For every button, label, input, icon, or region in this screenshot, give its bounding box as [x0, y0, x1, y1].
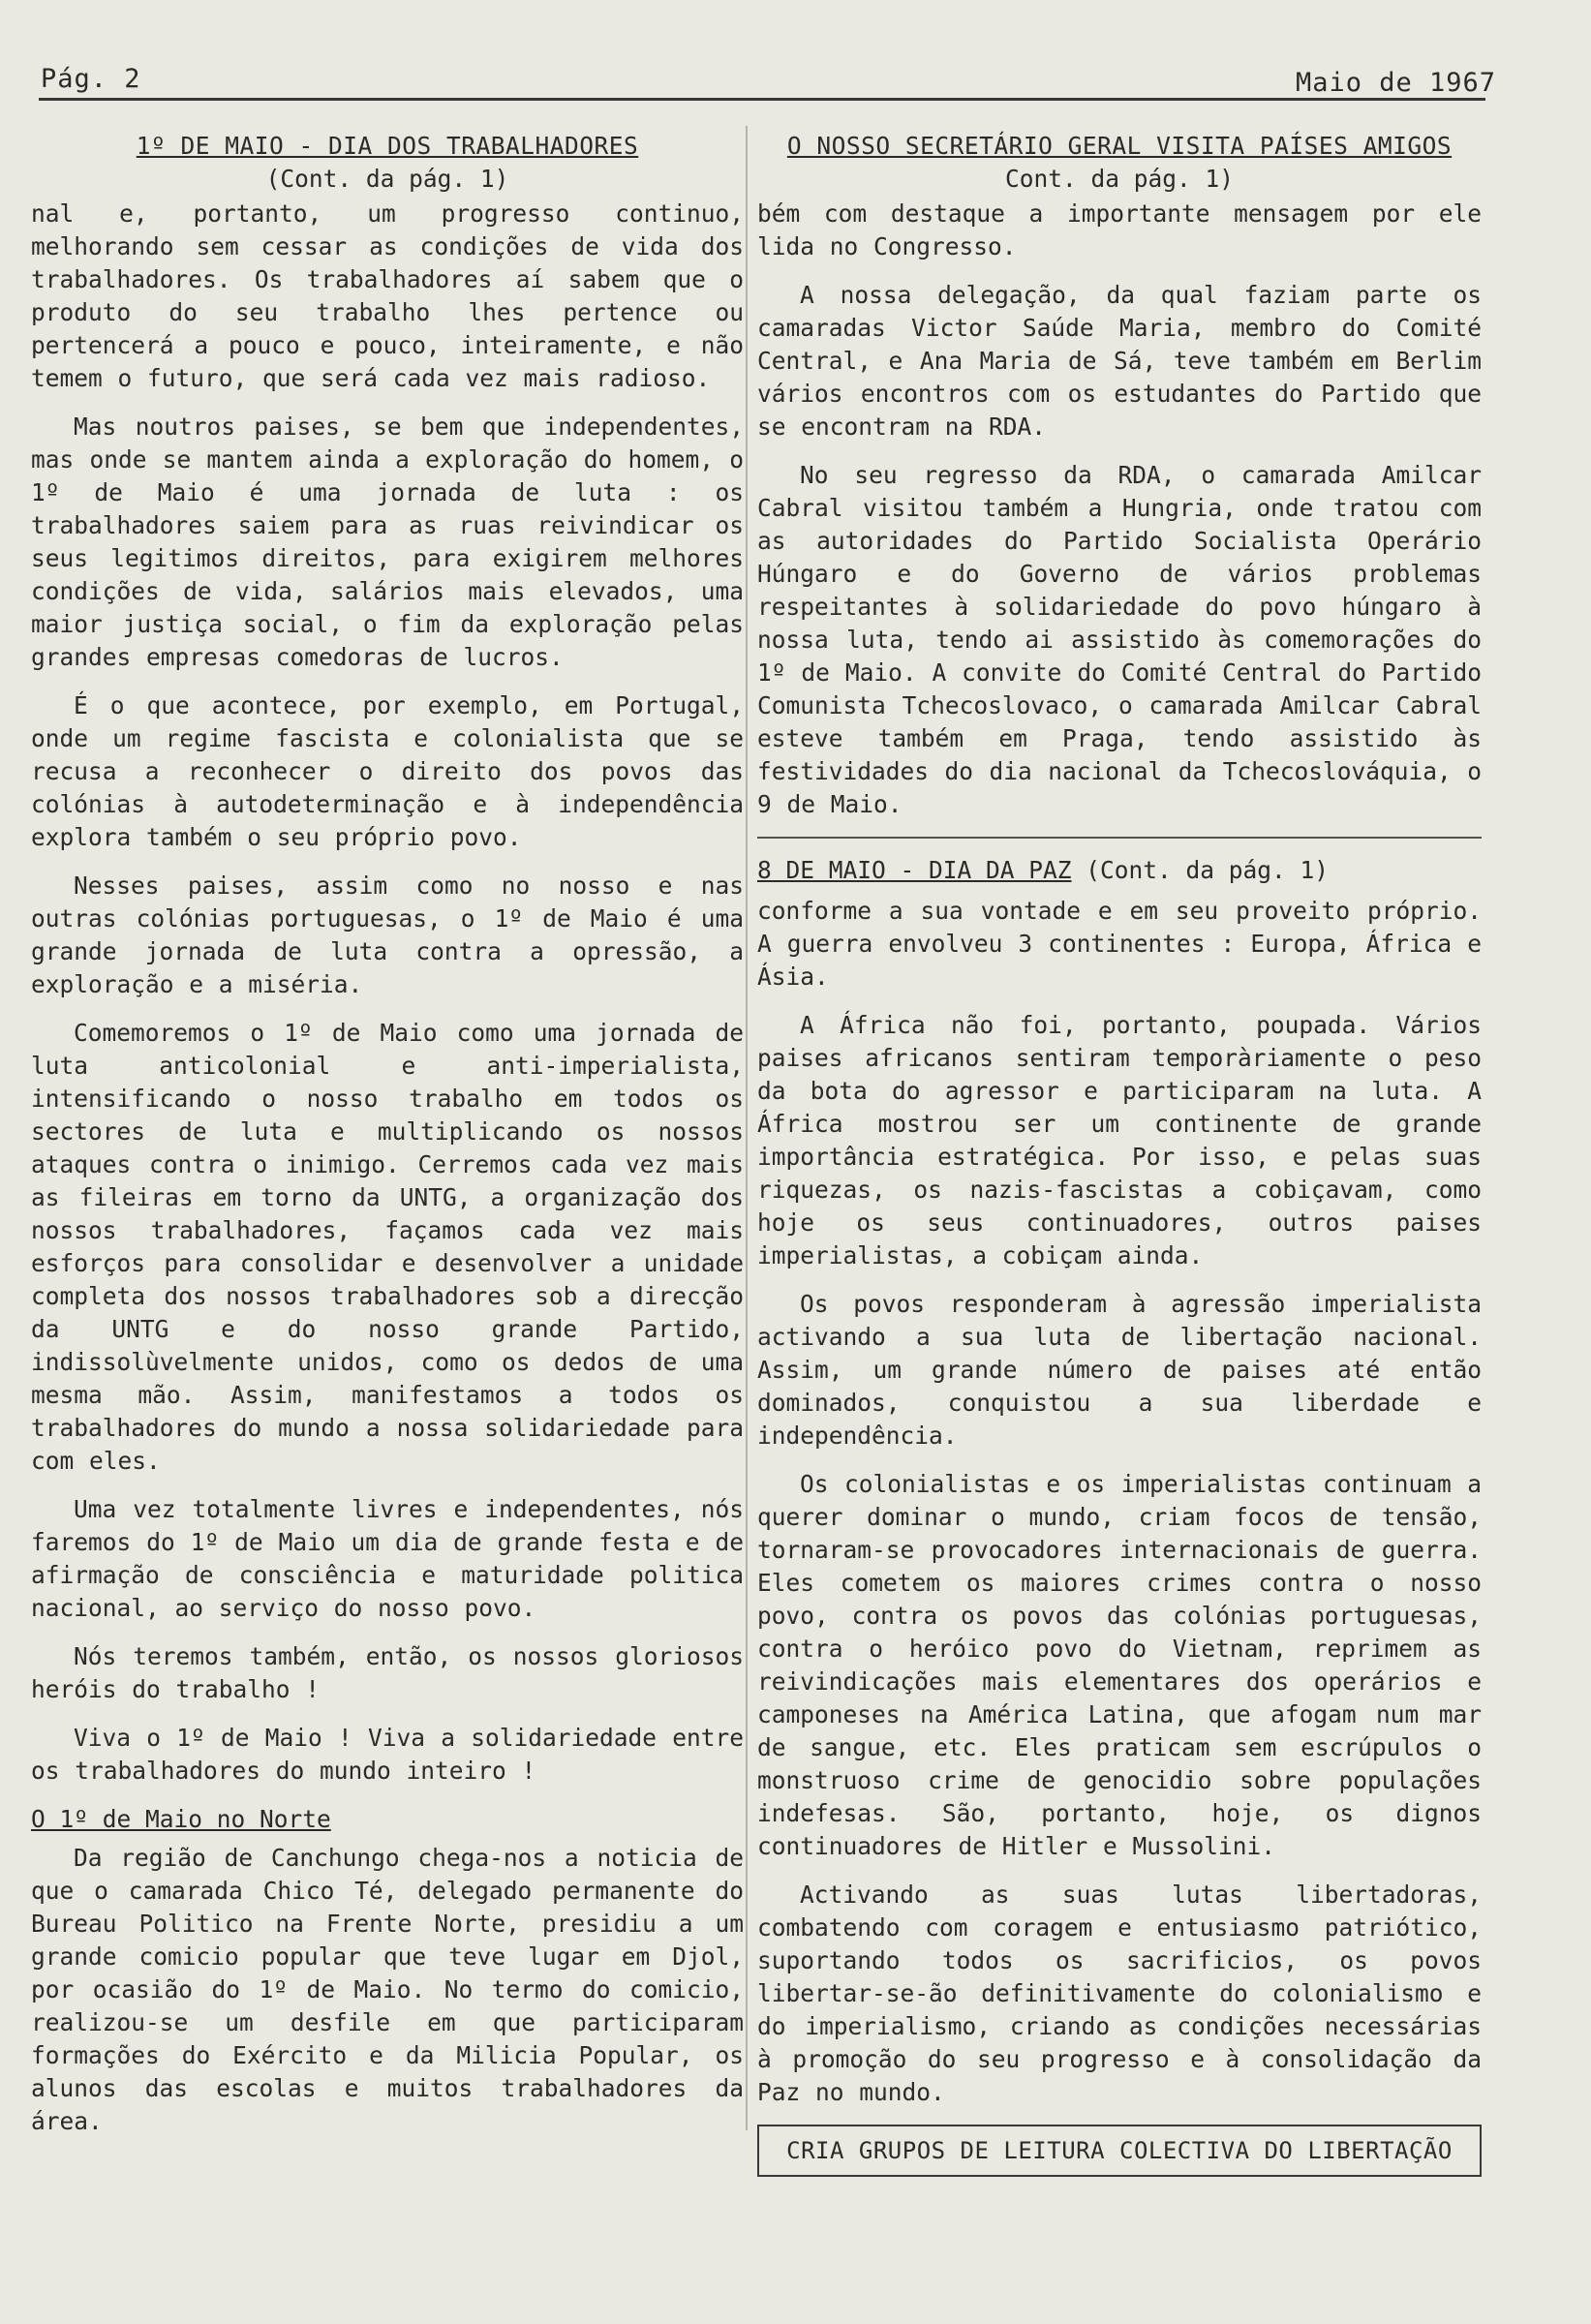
- paragraph: A África não foi, portanto, poupada. Vários paises africanos sentiram temporàriamente o peso da bota do agressor e participaram na luta. A África mostrou ser um continente de grande importância estratégica. Por isso, e pelas suas riquezas, os nazis-fascistas a cobiçavam, como hoje os seus continuadores, outros paises imperialistas, a cobiçam ainda.: [757, 1011, 1482, 1269]
- left-column: [31, 130, 744, 2154]
- right-column: [757, 130, 1482, 2177]
- subheading-north: O 1º de Maio no Norte: [31, 1805, 331, 1833]
- paragraph: No seu regresso da RDA, o camarada Amilcar Cabral visitou também a Hungria, onde tratou com as autoridades do Partido Socialista Operário Húngaro e do Governo de vários problemas respeitantes à solidariedade do povo húngaro à nossa luta, tendo ai assistido às comemorações do 1º de Maio. A convite do Comité Central do Partido Comunista Tchecoslovaco, o camarada Amilcar Cabral esteve também em Praga, tendo assistido às festividades do dia nacional da Tchecoslováquia, o 9 de Maio.: [757, 461, 1482, 818]
- issue-date: Maio de 1967: [1296, 68, 1497, 98]
- column-divider: [746, 126, 748, 2130]
- reading-groups-banner: CRIA GRUPOS DE LEITURA COLECTIVA DO LIBERTAÇÃO: [757, 2125, 1482, 2177]
- paragraph: Mas noutros paises, se bem que independentes, mas onde se mantem ainda a exploração do homem, o 1º de Maio é uma jornada de luta : os trabalhadores saiem para as ruas reivindicar os seus legitimos direitos, para exigirem melhores condições de vida, salários mais elevados, uma maior justiça social, o fim da exploração pelas grandes empresas comedoras de lucros.: [31, 413, 744, 671]
- peace-day-title: 8 DE MAIO - DIA DA PAZ: [757, 856, 1072, 884]
- paragraph: Comemoremos o 1º de Maio como uma jornada de luta anticolonial e anti-imperialista, intensificando o nosso trabalho em todos os sectores de luta e multiplicando os nossos ataques contra o inimigo. Cerremos cada vez mais as fileiras em torno da UNTG, a organização dos nossos trabalhadores, façamos cada vez mais esforços para consolidar e desenvolver a unidade completa dos nossos trabalhadores sob a direcção da UNTG e do nosso grande Partido, indissolùvelmente unidos, como os dedos de uma mesma mão. Assim, manifestamos a todos os trabalhadores do mundo a nossa solidariedade para com eles.: [31, 1019, 744, 1475]
- paragraph: Activando as suas lutas libertadoras, combatendo com coragem e entusiasmo patriótico, suportando todos os sacrificios, os povos libertar-se-ão definitivamente do colonialismo e do imperialismo, criando as condições necessárias à promoção do seu progresso e à consolidação da Paz no mundo.: [757, 1881, 1482, 2106]
- article-continuation: (Cont. da pág. 1): [265, 165, 509, 193]
- paragraph: Da região de Canchungo chega-nos a noticia de que o camarada Chico Té, delegado permanente do Bureau Politico na Frente Norte, presidiu a um grande comicio popular que teve lugar em Djol, por ocasião do 1º de Maio. No termo do comicio, realizou-se um desfile em que participaram formações do Exército e da Milicia Popular, os alunos das escolas e muitos trabalhadores da área.: [31, 1844, 744, 2135]
- peace-day-continuation: (Cont. da pág. 1): [1086, 856, 1330, 884]
- article-continuation: Cont. da pág. 1): [1004, 165, 1234, 193]
- paragraph: bém com destaque a importante mensagem por ele lida no Congresso.: [757, 199, 1482, 260]
- paragraph: Os colonialistas e os imperialistas continuam a querer dominar o mundo, criam focos de tensão, tornaram-se provocadores internacionais de guerra. Eles cometem os maiores crimes contra o nosso povo, contra os povos das colónias portuguesas, contra o heróico povo do Vietnam, reprimem as reivindicações mais elementares dos operários e camponeses na América Latina, que afogam num mar de sangue, etc. Eles praticam sem escrúpulos o monstruoso crime de genocidio sobre populações indefesas. São, portanto, hoje, os dignos continuadores de Hitler e Mussolini.: [757, 1470, 1482, 1860]
- article-title-secretary: O NOSSO SECRETÁRIO GERAL VISITA PAÍSES AMIGOS: [786, 132, 1453, 160]
- paragraph: É o que acontece, por exemplo, em Portugal, onde um regime fascista e colonialista que se recusa a reconhecer o direito dos povos das colónias à autodeterminação e à independência explora também o seu próprio povo.: [31, 691, 744, 851]
- page-number: Pág. 2: [41, 64, 141, 94]
- paragraph: Viva o 1º de Maio ! Viva a solidariedade entre os trabalhadores do mundo inteiro !: [31, 1724, 744, 1785]
- article-title-peace-day: [757, 854, 1482, 887]
- paragraph: Uma vez totalmente livres e independentes, nós faremos do 1º de Maio um dia de grande festa e de afirmação de consciência e maturidade politica nacional, ao serviço do nosso povo.: [31, 1495, 744, 1622]
- article-title-may-day: 1º DE MAIO - DIA DOS TRABALHADORES: [136, 132, 639, 160]
- header-rule: [39, 98, 1485, 101]
- paragraph: Nós teremos também, então, os nossos gloriosos heróis do trabalho !: [31, 1642, 744, 1703]
- paragraph: A nossa delegação, da qual faziam parte os camaradas Victor Saúde Maria, membro do Comité Central, e Ana Maria de Sá, teve também em Berlim vários encontros com os estudantes do Partido que se encontram na RDA.: [757, 281, 1482, 441]
- paragraph: nal e, portanto, um progresso continuo, melhorando sem cessar as condições de vida dos trabalhadores. Os trabalhadores aí sabem que o produto do seu trabalho lhes pertence ou pertencerá a pouco e pouco, inteiramente, e não temem o futuro, que será cada vez mais radioso.: [31, 199, 744, 392]
- paragraph: conforme a sua vontade e em seu proveito próprio. A guerra envolveu 3 continentes : Europa, África e Ásia.: [757, 897, 1482, 991]
- paragraph: Os povos responderam à agressão imperialista activando a sua luta de libertação nacional. Assim, um grande número de paises até então dominados, conquistou a sua liberdade e independência.: [757, 1290, 1482, 1450]
- section-rule: [757, 837, 1482, 839]
- paragraph: Nesses paises, assim como no nosso e nas outras colónias portuguesas, o 1º de Maio é uma grande jornada de luta contra a opressão, a exploração e a miséria.: [31, 872, 744, 998]
